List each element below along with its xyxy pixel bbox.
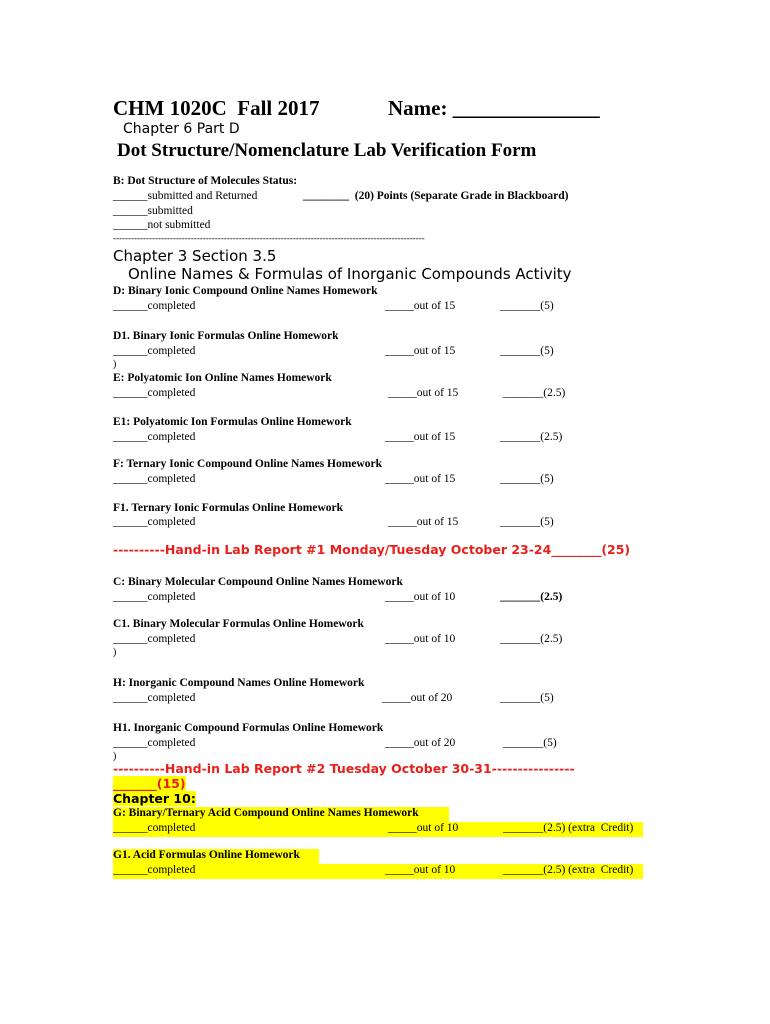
chapter3-subheading: Online Names & Formulas of Inorganic Compounds Activity xyxy=(128,265,572,283)
item-completed: ______completed xyxy=(113,822,196,834)
item-title: H1. Inorganic Compound Formulas Online Homework xyxy=(113,722,384,734)
status-not-submitted: ______not submitted xyxy=(113,219,211,231)
item-title: F1. Ternary Ionic Formulas Online Homework xyxy=(113,502,343,514)
name-field: Name: ______________ xyxy=(388,96,600,120)
item-score: _____out of 15 xyxy=(385,300,456,312)
item-score: _____out of 20 xyxy=(382,692,453,704)
item-points: _______(5) xyxy=(500,516,554,528)
item-completed: ______completed xyxy=(113,300,196,312)
item-title: D: Binary Ionic Compound Online Names Homework xyxy=(113,285,378,297)
item-points: _______(2.5) xyxy=(500,431,563,443)
item-score: _____out of 20 xyxy=(385,737,456,749)
item-completed: ______completed xyxy=(113,431,196,443)
item-completed: ______completed xyxy=(113,387,196,399)
page-title: Dot Structure/Nomenclature Lab Verification Form xyxy=(117,140,537,161)
item-completed: ______completed xyxy=(113,737,196,749)
item-completed: ______completed xyxy=(113,692,196,704)
status-submitted-returned: ______submitted and Returned xyxy=(113,190,258,202)
item-score: _____out of 15 xyxy=(385,473,456,485)
item-completed: ______completed xyxy=(113,516,196,528)
item-title: C1. Binary Molecular Formulas Online Homework xyxy=(113,618,364,630)
chapter3-heading: Chapter 3 Section 3.5 xyxy=(113,247,277,265)
item-points: _______(5) xyxy=(500,473,554,485)
item-points: _______(2.5) (extra Credit) xyxy=(503,822,634,834)
item-completed: ______completed xyxy=(113,345,196,357)
lab-report-2-deadline: ----------Hand-in Lab Report #2 Tuesday October 30-31---------------- xyxy=(113,761,575,776)
item-score: _____out of 10 xyxy=(388,822,459,834)
item-points: _______(2.5) xyxy=(503,387,566,399)
status-points: ________ (20) Points (Separate Grade in Blackboard) xyxy=(303,190,569,202)
item-title: D1. Binary Ionic Formulas Online Homework xyxy=(113,330,339,342)
item-points: _______(5) xyxy=(500,345,554,357)
item-title: H: Inorganic Compound Names Online Homework xyxy=(113,677,365,689)
item-score: _____out of 15 xyxy=(385,431,456,443)
chapter-label: Chapter 6 Part D xyxy=(123,121,240,137)
item-completed: ______completed xyxy=(113,633,196,645)
item-completed: ______completed xyxy=(113,473,196,485)
divider: -------------------------------------------------------------------------------------------------------- xyxy=(113,233,425,243)
item-title: E1: Polyatomic Ion Formulas Online Homework xyxy=(113,416,352,428)
item-score: _____out of 10 xyxy=(385,633,456,645)
item-note: ) xyxy=(113,647,117,658)
item-title: G: Binary/Ternary Acid Compound Online Names Homework xyxy=(113,807,419,819)
course-title: CHM 1020C Fall 2017 xyxy=(113,96,320,120)
item-score: _____out of 15 xyxy=(385,345,456,357)
item-title: G1. Acid Formulas Online Homework xyxy=(113,849,300,861)
item-points: _______(2.5) xyxy=(500,633,563,645)
lab-report-2-points: _______(15) xyxy=(113,776,186,791)
item-score: _____out of 10 xyxy=(385,864,456,876)
item-points: _______(5) xyxy=(500,692,554,704)
item-completed: ______completed xyxy=(113,864,196,876)
item-score: _____out of 15 xyxy=(388,387,459,399)
item-completed: ______completed xyxy=(113,591,196,603)
item-points: _______(5) xyxy=(503,737,557,749)
item-points: _______(2.5) xyxy=(500,591,563,603)
item-points: _______(2.5) (extra Credit) xyxy=(503,864,634,876)
item-note: ) xyxy=(113,359,117,370)
item-score: _____out of 10 xyxy=(385,591,456,603)
item-points: _______(5) xyxy=(500,300,554,312)
item-title: F: Ternary Ionic Compound Online Names Homework xyxy=(113,458,382,470)
section-b-heading: B: Dot Structure of Molecules Status: xyxy=(113,175,298,187)
item-title: C: Binary Molecular Compound Online Names Homework xyxy=(113,576,403,588)
item-note: ) xyxy=(113,751,117,762)
lab-report-1-deadline: ----------Hand-in Lab Report #1 Monday/Tuesday October 23-24________(25) xyxy=(113,542,631,557)
item-score: _____out of 15 xyxy=(388,516,459,528)
status-submitted: ______submitted xyxy=(113,205,193,217)
chapter10-heading: Chapter 10: xyxy=(113,791,196,806)
item-title: E: Polyatomic Ion Online Names Homework xyxy=(113,372,332,384)
